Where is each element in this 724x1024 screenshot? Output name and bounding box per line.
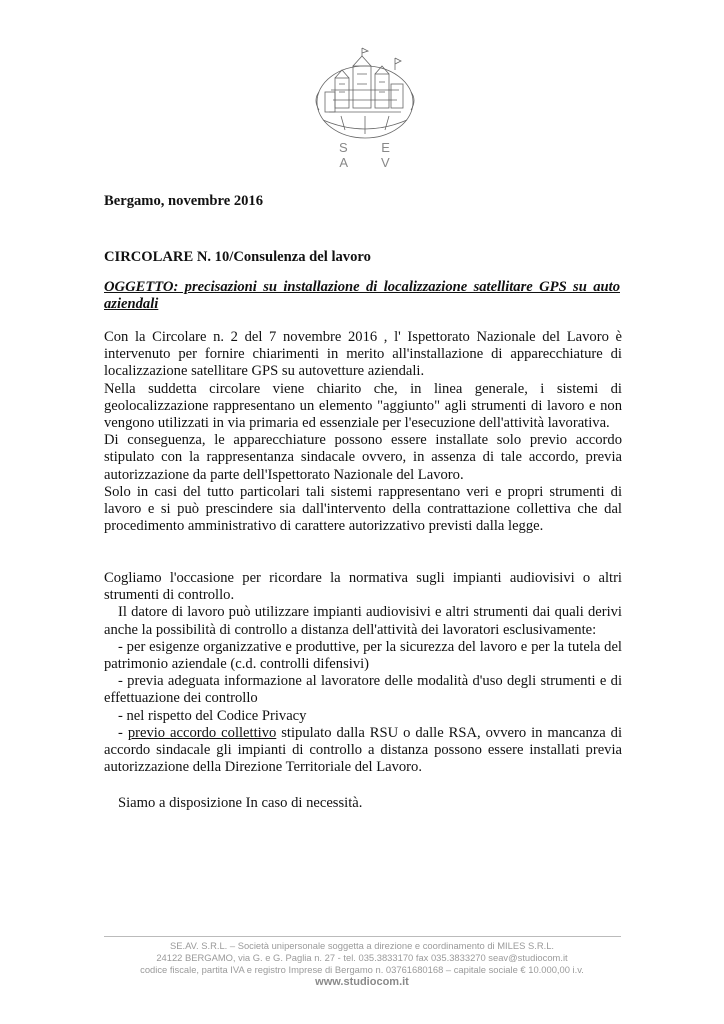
paragraph-line: Di conseguenza, le apparecchiature possono essere installate solo previo accordo stipulato con la rappresentanza sindacale ovvero, in assenza di tale accordo, previa autorizzazione da parte dell'Ispettorato Nazionale del Lavoro. xyxy=(104,432,622,483)
paragraph-intro xyxy=(104,329,622,535)
bullet-prefix: - xyxy=(118,724,128,741)
bullet-text: stipulato dalla RSU o dalle RSA, ovvero in mancanza di accordo sindacale gli impianti di controllo a distanza possono essere installati previa autorizzazione della Direzione Territoriale del Lavoro. xyxy=(104,724,622,776)
footer-website-link[interactable]: www.studiocom.it xyxy=(315,976,409,989)
place-date: Bergamo, novembre 2016 xyxy=(104,193,264,209)
paragraph-controls xyxy=(104,570,622,776)
bullet-item: - previa adeguata informazione al lavoratore delle modalità d'uso degli strumenti e di effettuazione dei controllo xyxy=(104,673,622,707)
paragraph-line: Il datore di lavoro può utilizzare impianti audiovisivi e altri strumenti dai quali derivi anche la possibilità di controllo a distanza dell'attività dei lavoratori esclusivamente: xyxy=(104,604,622,638)
bullet-item xyxy=(104,725,622,777)
bullet-item: - per esigenze organizzative e produttive, per la sicurezza del lavoro e per la tutela del patrimonio aziendale (c.d. controlli difensivi) xyxy=(104,638,622,673)
paragraph-line: Cogliamo l'occasione per ricordare la normativa sugli impianti audiovisivi o altri strumenti di controllo. xyxy=(104,570,622,604)
footer-line: codice fiscale, partita IVA e registro Imprese di Bergamo n. 03761680168 – capitale sociale € 10.000,00 i.v. xyxy=(140,963,584,975)
paragraph-line: Nella suddetta circolare viene chiarito che, in linea generale, i sistemi di geolocalizzazione rappresentano un elemento "aggiunto" agli strumenti di lavoro e non vengono utilizzati in via primaria ed essenziale per l'esecuzione dell'attività lavorativa. xyxy=(104,380,622,432)
paragraph-line: Solo in casi del tutto particolari tali sistemi rappresentano veri e propri strumenti di lavoro e si può prescindere sia dall'intervento della contrattazione collettiva che dal procedimento amministrativo di carattere autorizzativo previsti dalla legge. xyxy=(104,483,622,535)
footer-line: SE.AV. S.R.L. – Società unipersonale soggetta a direzione e coordinamento di MILES S.R.L. xyxy=(169,940,555,951)
underlined-text: previo accordo collettivo xyxy=(127,724,277,741)
bullet-item: - nel rispetto del Codice Privacy xyxy=(118,707,307,724)
logo-caption: S E A V xyxy=(339,140,405,170)
circular-number: CIRCOLARE N. 10/Consulenza del lavoro xyxy=(104,249,371,265)
paragraph-line: Con la Circolare n. 2 del 7 novembre 2016 , l' Ispettorato Nazionale del Lavoro è intervenuto per fornire chiarimenti in merito all'installazione di apparecchiature di localizzazione satellitare GPS su autovetture aziendali. xyxy=(104,329,622,380)
footer xyxy=(80,940,644,989)
footer-line: 24122 BERGAMO, via G. e G. Paglia n. 27 - tel. 035.3833170 fax 035.3833270 seav@studiocom.it xyxy=(156,951,568,963)
closing-line: Siamo a disposizione In caso di necessità. xyxy=(118,795,363,811)
footer-divider xyxy=(104,936,621,937)
subject-line: OGGETTO: precisazioni su installazione di localizzazione satellitare GPS su auto aziendali xyxy=(104,279,620,313)
